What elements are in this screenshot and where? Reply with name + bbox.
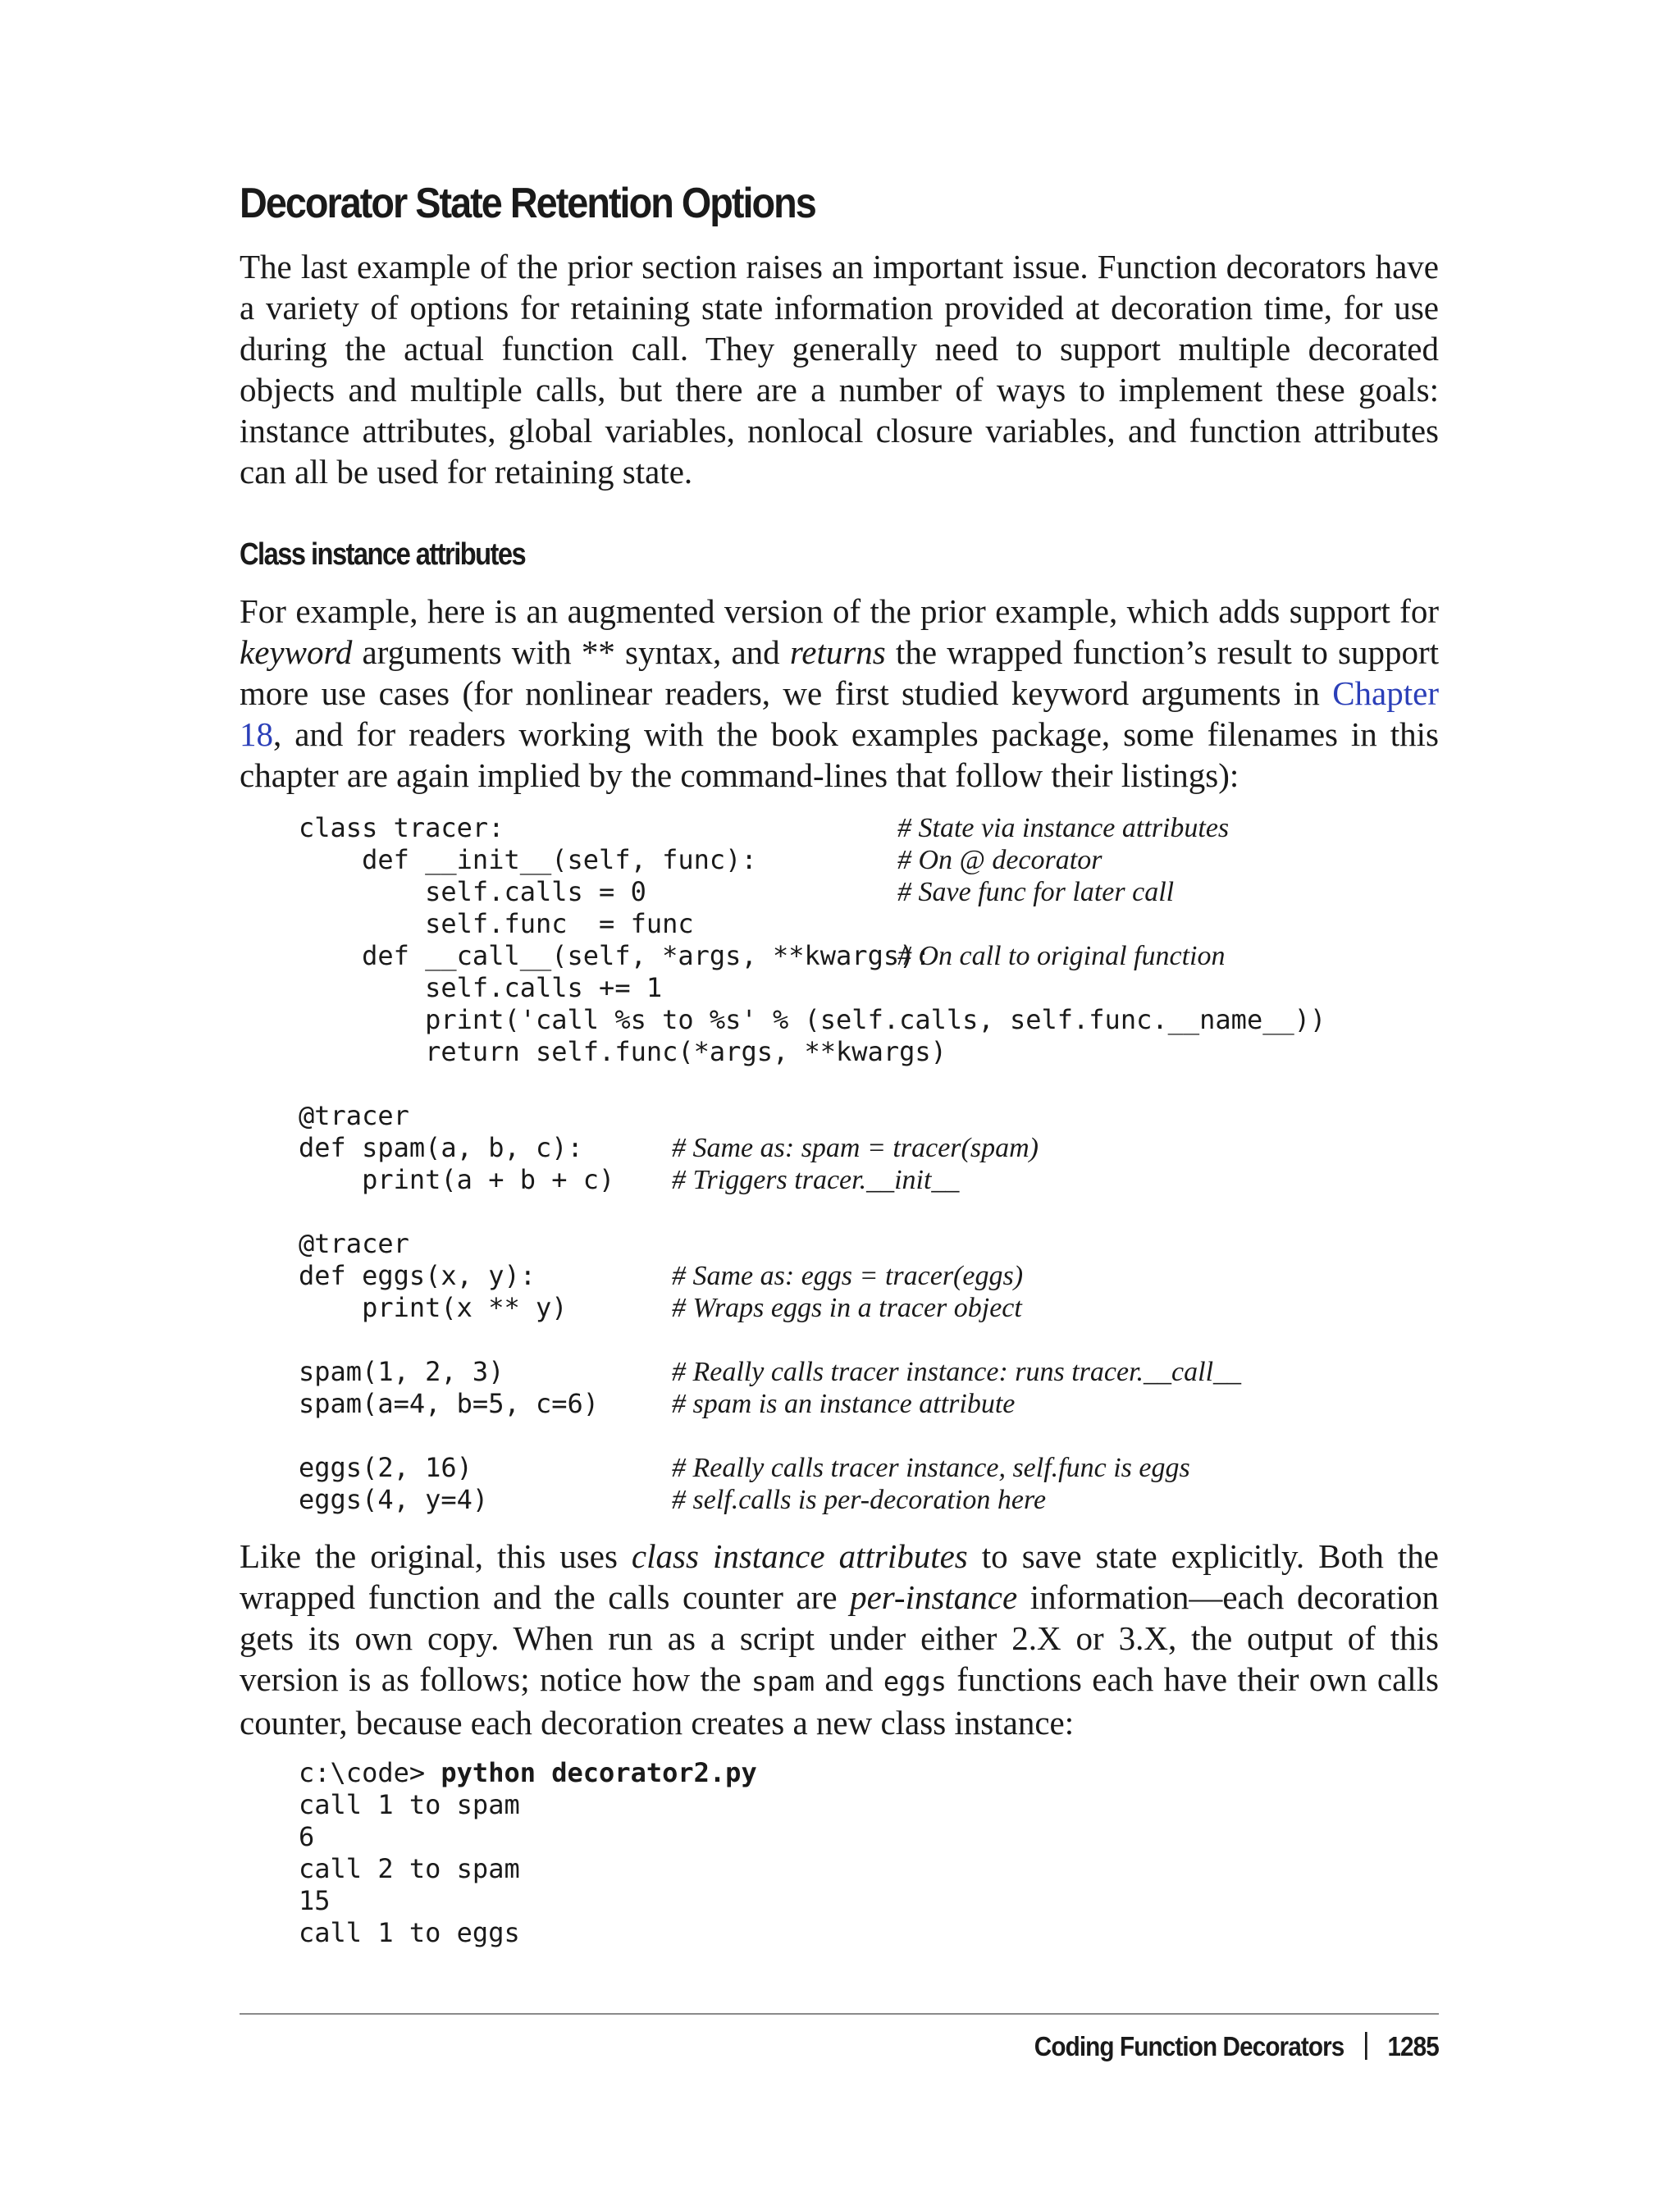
- code-line: print(a + b + c): [299, 1164, 615, 1195]
- code-line: spam(a=4, b=5, c=6): [299, 1388, 600, 1419]
- code-comment: # On @ decorator: [897, 845, 1102, 875]
- footer-section-title: Coding Function Decorators: [1034, 2031, 1344, 2061]
- code-line: def __init__(self, func):: [299, 844, 757, 875]
- output-line: call 1 to spam: [299, 1789, 520, 1820]
- code-line: self.func = func: [299, 908, 694, 939]
- section-heading: Decorator State Retention Options: [240, 180, 815, 227]
- code-line: class tracer:: [299, 812, 504, 843]
- code-line: print('call %s to %s' % (self.calls, self.func.__name__)): [299, 1004, 1326, 1035]
- chapter-18-link[interactable]: Chapter 18: [240, 674, 1439, 753]
- code-comment: # Same as: spam = tracer(spam): [672, 1133, 1039, 1163]
- code-comment: # Really calls tracer instance, self.func is eggs: [672, 1453, 1190, 1483]
- code-comment: # Really calls tracer instance: runs tracer.__call__: [672, 1357, 1242, 1387]
- footer-rule: [240, 2013, 1439, 2015]
- output-line: call 2 to spam: [299, 1853, 520, 1884]
- code-line: print(x ** y): [299, 1292, 568, 1323]
- code-comment: # State via instance attributes: [897, 813, 1230, 843]
- output-explanation-paragraph: Like the original, this uses class instance attributes to save state explicitly. Both the wrapped function and the calls counter are per-instance information—each decoration gets its own copy. When run as a script under either 2.X or 3.X, the output of this version is as follows; notice how the spam and eggs functions each have their own calls counter, because each decoration creates a new class instance:: [240, 1537, 1440, 1742]
- code-line: @tracer: [299, 1228, 409, 1259]
- code-comment: # Same as: eggs = tracer(eggs): [672, 1261, 1024, 1291]
- code-line: self.calls += 1: [299, 972, 663, 1003]
- subsection-heading: Class instance attributes: [240, 537, 526, 572]
- code-line: eggs(2, 16): [299, 1452, 472, 1483]
- code-line: eggs(4, y=4): [299, 1484, 489, 1515]
- code-comment: # On call to original function: [897, 941, 1226, 971]
- code-line: return self.func(*args, **kwargs): [299, 1036, 947, 1067]
- command-line: c:\code> python decorator2.py: [299, 1757, 757, 1788]
- code-comment: # Triggers tracer.__init__: [672, 1165, 960, 1195]
- code-line: spam(1, 2, 3): [299, 1356, 504, 1387]
- output-line: call 1 to eggs: [299, 1917, 520, 1948]
- code-line: self.calls = 0: [299, 876, 646, 907]
- page-number: 1285: [1387, 2031, 1439, 2061]
- output-line: 6: [299, 1821, 315, 1852]
- code-line: def spam(a, b, c):: [299, 1132, 583, 1163]
- inline-code-spam: spam: [751, 1666, 815, 1697]
- code-line: def eggs(x, y):: [299, 1260, 536, 1291]
- code-comment: # self.calls is per-decoration here: [672, 1485, 1047, 1515]
- output-line: 15: [299, 1885, 331, 1916]
- page-footer: [1034, 2031, 1439, 2062]
- code-line: def __call__(self, *args, **kwargs):: [299, 940, 931, 971]
- code-comment: # Save func for later call: [897, 877, 1175, 907]
- code-comment: # Wraps eggs in a tracer object: [672, 1293, 1022, 1323]
- example-intro-paragraph: For example, here is an augmented version of the prior example, which adds support for keyword arguments with ** syntax, and returns the wrapped function’s result to support more use cases (for nonlinear readers, we first studied keyword arguments in Chapter 18, and for readers working with the book examples package, some filenames in this chapter are again implied by the command-lines that follow their listings):: [240, 592, 1439, 794]
- intro-paragraph: The last example of the prior section raises an important issue. Function decorators have a variety of options for retaining state information provided at decoration time, for use during the actual function call. They generally need to support multiple decorated objects and multiple calls, but there are a number of ways to implement these goals: instance attributes, global variables, nonlocal closure variables, and function attributes can all be used for retaining state.: [240, 248, 1439, 491]
- code-line: @tracer: [299, 1100, 409, 1131]
- inline-code-eggs: eggs: [883, 1666, 947, 1697]
- code-comment: # spam is an instance attribute: [672, 1389, 1016, 1419]
